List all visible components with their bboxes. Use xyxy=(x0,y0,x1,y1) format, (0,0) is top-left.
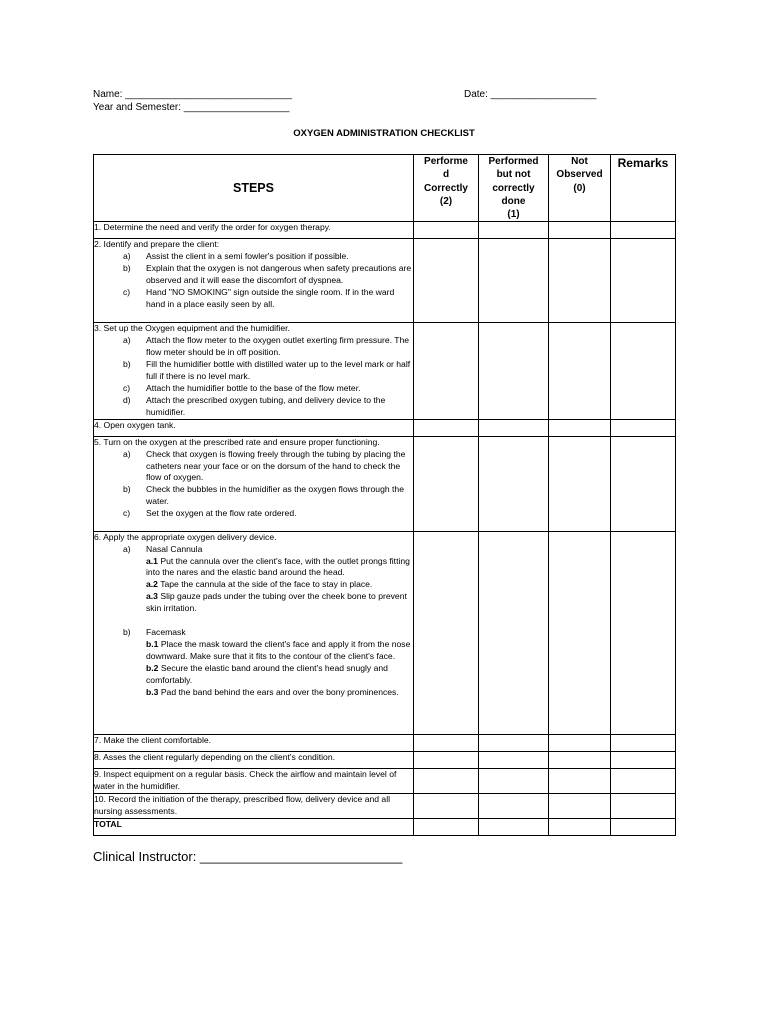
item-marker: a) xyxy=(123,543,131,554)
item-marker: c) xyxy=(123,508,131,519)
sub-step xyxy=(94,639,413,663)
header-row xyxy=(94,155,676,222)
total-row xyxy=(94,818,676,835)
score-cell[interactable] xyxy=(414,751,479,768)
sub-step-text: Slip gauze pads under the tubing over the cheek bone to prevent skin irritation. xyxy=(146,591,407,614)
remarks-header: Remarks xyxy=(611,155,676,222)
sub-item xyxy=(94,508,413,520)
score-cell[interactable] xyxy=(479,768,549,793)
sub-step xyxy=(94,579,413,591)
step-3 xyxy=(94,323,414,419)
step-title: 6. Apply the appropriate oxygen delivery device. xyxy=(94,531,277,542)
table-row xyxy=(94,751,676,768)
sub-item xyxy=(94,263,413,287)
score-cell[interactable] xyxy=(479,323,549,419)
item-marker: b) xyxy=(123,627,131,638)
not-observed-header xyxy=(549,155,611,222)
table-row xyxy=(94,768,676,793)
total-label: TOTAL xyxy=(94,818,414,835)
name-field[interactable]: Name: ______________________________ xyxy=(93,89,293,100)
year-semester-field[interactable]: Year and Semester: ___________________ xyxy=(93,102,290,113)
header-line: Not xyxy=(571,156,588,167)
sub-step-marker: a.2 xyxy=(146,579,158,590)
score-cell[interactable] xyxy=(414,323,479,419)
score-cell[interactable] xyxy=(549,768,611,793)
item-text: Nasal Cannula xyxy=(146,543,203,554)
score-cell[interactable] xyxy=(414,768,479,793)
total-remarks-cell[interactable] xyxy=(611,818,676,835)
sub-item xyxy=(94,383,413,395)
item-text: Facemask xyxy=(146,627,186,638)
score-cell[interactable] xyxy=(479,436,549,531)
header-line: but not xyxy=(496,169,531,181)
checklist-table xyxy=(93,154,676,836)
performed-not-correctly-header xyxy=(479,155,549,222)
sub-item xyxy=(94,544,413,556)
sub-step-marker: a.3 xyxy=(146,591,158,602)
sub-step-text: Put the cannula over the client's face, with the outlet prongs fitting into the nares and the elastic band around the head. xyxy=(146,555,410,578)
sub-step-text: Secure the elastic band around the client's head snugly and comfortably. xyxy=(146,662,388,685)
score-cell[interactable] xyxy=(479,734,549,751)
date-field[interactable]: Date: ___________________ xyxy=(464,89,597,100)
sub-item xyxy=(94,287,413,311)
remarks-cell[interactable] xyxy=(611,436,676,531)
remarks-cell[interactable] xyxy=(611,531,676,734)
item-text: Set the oxygen at the flow rate ordered. xyxy=(146,508,297,519)
header-line: Performe xyxy=(424,156,468,167)
score-cell[interactable] xyxy=(479,222,549,239)
item-marker: d) xyxy=(123,394,131,405)
table-row xyxy=(94,436,676,531)
item-text: Attach the humidifier bottle to the base of the flow meter. xyxy=(146,383,361,394)
remarks-cell[interactable] xyxy=(611,793,676,818)
step-2 xyxy=(94,239,414,323)
steps-header: STEPS xyxy=(94,155,414,222)
item-text: Attach the flow meter to the oxygen outlet exerting firm pressure. The flow meter should be in off position. xyxy=(146,335,410,358)
total-cell[interactable] xyxy=(414,818,479,835)
step-5 xyxy=(94,436,414,531)
header-line: Observed xyxy=(556,169,603,181)
score-cell[interactable] xyxy=(549,419,611,436)
sub-step-text: Pad the band behind the ears and over the bony prominences. xyxy=(160,686,399,697)
table-row xyxy=(94,531,676,734)
score-cell[interactable] xyxy=(414,793,479,818)
sub-item xyxy=(94,627,413,639)
score-cell[interactable] xyxy=(479,793,549,818)
item-marker: b) xyxy=(123,359,131,370)
header-line: Correctly xyxy=(424,182,468,194)
score-cell[interactable] xyxy=(414,419,479,436)
table-row xyxy=(94,793,676,818)
item-text: Fill the humidifier bottle with distilled water up to the level mark or half full if there is no level mark. xyxy=(146,359,411,382)
step-title: 5. Turn on the oxygen at the prescribed rate and ensure proper functioning. xyxy=(94,436,380,447)
step-4: 4. Open oxygen tank. xyxy=(94,419,414,436)
sub-step-marker: b.1 xyxy=(146,638,159,649)
step-9: 9. Inspect equipment on a regular basis. Check the airflow and maintain level of water in the humidifier. xyxy=(94,768,414,793)
sub-item xyxy=(94,449,413,485)
score-cell[interactable] xyxy=(549,436,611,531)
table-row xyxy=(94,323,676,419)
header-line: correctly xyxy=(492,182,535,194)
remarks-cell[interactable] xyxy=(611,768,676,793)
sub-step-marker: b.2 xyxy=(146,662,159,673)
score-cell[interactable] xyxy=(414,734,479,751)
header-line: (1) xyxy=(507,209,520,221)
sub-item xyxy=(94,484,413,508)
item-text: Assist the client in a semi fowler's position if possible. xyxy=(146,251,349,262)
score-cell[interactable] xyxy=(479,531,549,734)
sub-item xyxy=(94,359,413,383)
item-marker: c) xyxy=(123,383,131,394)
step-6 xyxy=(94,531,414,734)
score-cell[interactable] xyxy=(414,222,479,239)
score-cell[interactable] xyxy=(479,751,549,768)
item-marker: b) xyxy=(123,484,131,495)
score-cell[interactable] xyxy=(549,323,611,419)
sub-step-text: Place the mask toward the client's face and apply it from the nose downward. Make sure that it fits to the contour of the client's face. xyxy=(146,638,411,661)
step-title: 2. Identify and prepare the client: xyxy=(94,239,220,250)
score-cell[interactable] xyxy=(479,239,549,323)
sub-step-text: Tape the cannula at the side of the face to stay in place. xyxy=(160,579,373,590)
score-cell[interactable] xyxy=(549,751,611,768)
item-text: Explain that the oxygen is not dangerous when safety precautions are observed and it will ease the discomfort of dyspnea. xyxy=(146,263,412,286)
step-1: 1. Determine the need and verify the order for oxygen therapy. xyxy=(94,222,414,239)
score-cell[interactable] xyxy=(414,531,479,734)
sub-item xyxy=(94,335,413,359)
sub-step xyxy=(94,663,413,687)
step-7: 7. Make the client comfortable. xyxy=(94,734,414,751)
score-cell[interactable] xyxy=(549,734,611,751)
item-marker: a) xyxy=(123,251,131,262)
score-cell[interactable] xyxy=(549,239,611,323)
table-row xyxy=(94,222,676,239)
item-marker: b) xyxy=(123,263,131,274)
sub-item xyxy=(94,251,413,263)
score-cell[interactable] xyxy=(549,793,611,818)
table-row xyxy=(94,419,676,436)
header-line: Performed xyxy=(488,156,539,167)
score-cell[interactable] xyxy=(549,531,611,734)
step-10: 10. Record the initiation of the therapy, prescribed flow, delivery device and all nursing assessments. xyxy=(94,793,414,818)
remarks-cell[interactable] xyxy=(611,734,676,751)
header-line: done xyxy=(501,195,526,207)
remarks-cell[interactable] xyxy=(611,222,676,239)
score-cell[interactable] xyxy=(549,222,611,239)
sub-step-marker: a.1 xyxy=(146,555,158,566)
checklist-title: OXYGEN ADMINISTRATION CHECKLIST xyxy=(293,128,475,139)
sub-step xyxy=(94,556,413,580)
step-title: 3. Set up the Oxygen equipment and the humidifier. xyxy=(94,323,290,334)
score-cell[interactable] xyxy=(414,436,479,531)
table-row xyxy=(94,239,676,323)
header-line: (0) xyxy=(573,182,586,194)
table-row xyxy=(94,734,676,751)
item-text: Attach the prescribed oxygen tubing, and delivery device to the humidifier. xyxy=(146,394,386,417)
item-text: Hand "NO SMOKING" sign outside the single room. If in the ward hand in a place easily seen by all. xyxy=(146,287,395,310)
remarks-cell[interactable] xyxy=(611,323,676,419)
total-cell[interactable] xyxy=(549,818,611,835)
header-line: (2) xyxy=(439,195,453,207)
header-line: d xyxy=(442,169,450,181)
remarks-cell[interactable] xyxy=(611,419,676,436)
remarks-cell[interactable] xyxy=(611,239,676,323)
clinical-instructor-field[interactable]: Clinical Instructor: ____________________________ xyxy=(93,849,403,864)
sub-step xyxy=(94,687,413,699)
sub-step xyxy=(94,591,413,615)
score-cell[interactable] xyxy=(414,239,479,323)
sub-step-marker: b.3 xyxy=(146,686,159,697)
item-text: Check the bubbles in the humidifier as the oxygen flows through the water. xyxy=(146,484,404,507)
item-marker: c) xyxy=(123,287,131,298)
item-text: Check that oxygen is flowing freely through the tubing by placing the catheters near your face or on the dorsum of the hand to check the flow of oxygen. xyxy=(146,448,406,483)
performed-correctly-header xyxy=(414,155,479,222)
sub-item xyxy=(94,395,413,419)
total-cell[interactable] xyxy=(479,818,549,835)
remarks-cell[interactable] xyxy=(611,751,676,768)
item-marker: a) xyxy=(123,335,131,346)
step-8: 8. Asses the client regularly depending on the client's condition. xyxy=(94,751,414,768)
score-cell[interactable] xyxy=(479,419,549,436)
item-marker: a) xyxy=(123,448,131,459)
